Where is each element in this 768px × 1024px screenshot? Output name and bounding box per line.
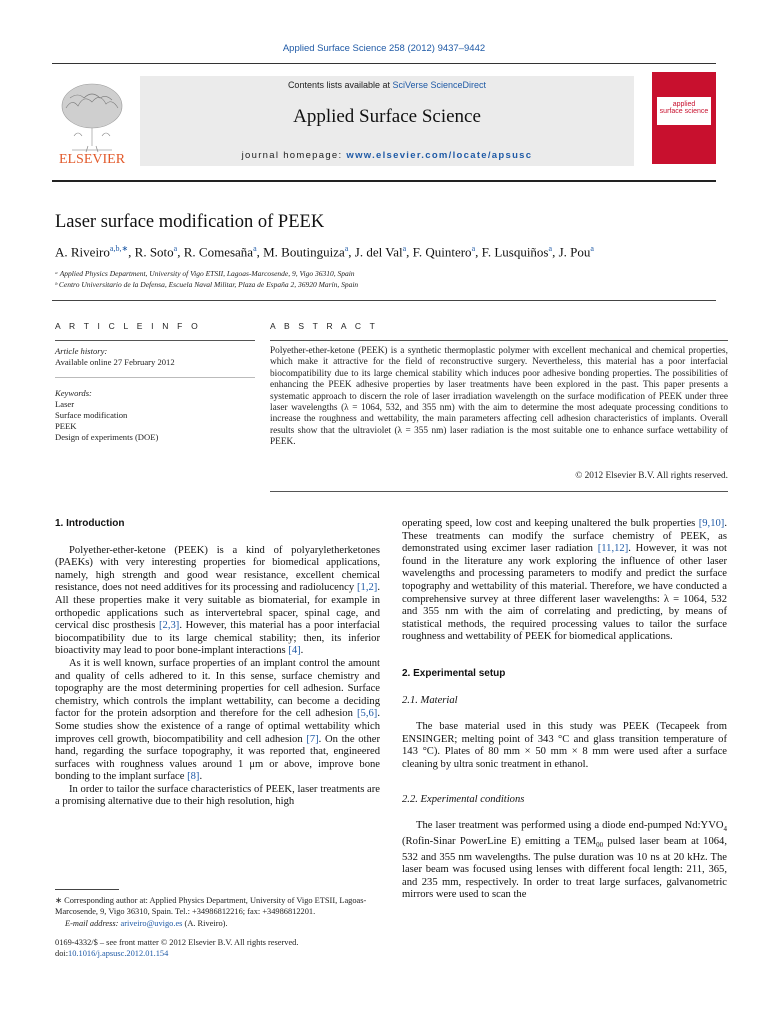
top-divider: [52, 63, 716, 64]
author-name[interactable]: R. Soto: [134, 244, 174, 260]
citation-link[interactable]: [4]: [288, 645, 301, 657]
keyword-item: Design of experiments (DOE): [55, 432, 159, 442]
article-info-heading: A R T I C L E I N F O: [55, 321, 201, 331]
citation-link[interactable]: [1,2]: [357, 582, 378, 594]
author-name[interactable]: F. Quintero: [412, 244, 472, 260]
author-name[interactable]: J. del Val: [354, 244, 403, 260]
history-label: Article history:: [55, 346, 108, 356]
abstract-divider: [270, 340, 728, 341]
abstract-heading: A B S T R A C T: [270, 321, 379, 331]
author-affiliation-marker[interactable]: a: [471, 244, 476, 253]
paragraph: The base material used in this study was PEEK (Tecapeek from ENSINGER; melting point of 343 °C and glass transition temperature of 143 °C). Plates of 80 mm × 50 mm × 8 mm were used after a surface cleaning by ultra sonic treatment in ethanol.: [402, 721, 727, 770]
author-affiliation-marker[interactable]: a,b,∗: [109, 244, 129, 253]
elsevier-wordmark: ELSEVIER: [58, 152, 126, 166]
author-affiliation-marker[interactable]: a: [173, 244, 178, 253]
journal-cover-thumbnail[interactable]: [652, 72, 716, 164]
header-divider: [52, 180, 716, 182]
paper-title: Laser surface modification of PEEK: [55, 212, 325, 232]
keyword-item: Surface modification: [55, 410, 128, 420]
author-affiliation-marker[interactable]: a: [344, 244, 349, 253]
keyword-item: PEEK: [55, 421, 77, 431]
journal-homepage: journal homepage: www.elsevier.com/locate/apsusc: [241, 150, 533, 161]
section-heading-experimental-setup: 2. Experimental setup: [402, 667, 506, 679]
abstract-text: Polyether-ether-ketone (PEEK) is a synthetic thermoplastic polymer with excellent mechanical and chemical properties, which make it attractive for the field of reconstructive surgery. Nevertheless, this material has a poor interfacial biocompatibility due to its large chemical stability which induces poor adhesive bonding properties. The possibilities of enhancing the PEEK adhesive properties by laser treatments have been explored in the past. This paper presents a systematic approach to discern the role of laser irradiation wavelength on the surface modification of PEEK under three laser wavelengths (λ = 1064, 532, and 355 nm) with the aim to determine the most adequate processing conditions to increase the roughness and wettability, the main parameters affecting cell adhesion characteristics of implants. Overall results show that the ultraviolet (λ = 355 nm) laser radiation is the most suitable one to enhance surface wettability of PEEK.: [270, 346, 728, 448]
email-link[interactable]: ariveiro@uvigo.es: [120, 918, 183, 928]
citation-link[interactable]: [7]: [306, 733, 319, 745]
section-heading-introduction: 1. Introduction: [55, 518, 125, 529]
contents-line: Contents lists available at SciVerse ScienceDirect: [287, 80, 487, 90]
history-value: Available online 27 February 2012: [55, 357, 175, 367]
author-name[interactable]: M. Boutinguiza: [263, 244, 345, 260]
article-info-divider: [55, 340, 255, 341]
author-list: A. Riveiro$^{a,b,∗}$, R. Soto$^a$, R. Comesaña$^a$, M. Boutinguiza$^a$, J. del Val$^a$, F. Quintero$^a$, F. Lusquiños$^a$, J. Pou$^a$: [55, 244, 594, 260]
paragraph: The laser treatment was performed using a diode end-pumped $Nd:YVO_4$ (Rofin-Sinar PowerLine E) emitting a $TEM_{00}$ pulsed laser beam at 1064, 532 and 355 nm wavelengths. The pulse duration was 10 ns at 20 kHz. The laser beam was focused using lenses with different focal length: 211, 365, and 235 mm, respectively. In order to treat large surfaces, galvanometric mirrors were used to scan the: [402, 820, 727, 901]
title-divider: [52, 300, 716, 301]
author-affiliation-marker[interactable]: a: [590, 244, 594, 253]
paragraph: operating speed, low cost and keeping unaltered the bulk properties [9,10]. These treatments can modify the surface chemistry of PEEK, as demonstrated using excimer laser radiation [11,12]. However, it was not found in the literature any work exploring the influence of other laser wavelengths and processing parameters to modify and predict the surface topography and wettability of this material. Therefore, we have conducted a comprehensive survey at three different laser wavelengths: λ = 1064, 532 and 355 nm with the aim of correlating and predicting, by means of statistical methods, the required processing values to tailor the surface roughness and wettability of PEEK for biomedical applications.: [402, 518, 727, 643]
elsevier-tree-icon: [52, 76, 132, 166]
article-info: [55, 346, 255, 443]
footnote-divider: [55, 889, 119, 890]
paragraph: In order to tailor the surface characteristics of PEEK, laser treatments are a promising alternative due to their high resolution, high: [55, 783, 380, 808]
citation-link[interactable]: [11,12]: [597, 543, 629, 555]
affiliation-a: ᵃ Applied Physics Department, University of Vigo ETSII, Lagoas-Marcosende, 9, Vigo 36310, Spain: [55, 269, 355, 278]
paragraph: Polyether-ether-ketone (PEEK) is a kind of polyaryletherketones (PAEKs) with very interesting properties for biomedical applications, namely, high strength and good wear resistance, excellent chemical resistance, does not need additives for its processing and radiolucency [1,2]. All these properties make it very suitable as biomaterial, for example in orthopedic applications such as intervertebral spacer, spinal cage, and cervical disc prosthesis [2,3]. However, this material has a poor interfacial biocompatibility due to its large chemical stability; then, its inferior bioactivity may lead to poor bone-implant interactions [4].: [55, 544, 380, 657]
keyword-item: Laser: [55, 399, 75, 409]
doi-link[interactable]: 10.1016/j.apsusc.2012.01.154: [68, 949, 169, 959]
front-matter: [55, 937, 380, 960]
author-name[interactable]: R. Comesaña: [183, 244, 254, 260]
author-affiliation-marker[interactable]: a: [548, 244, 553, 253]
journal-title: Applied Surface Science: [293, 106, 481, 127]
citation-link[interactable]: [5,6]: [357, 708, 378, 720]
cover-label: applied surface science: [657, 97, 711, 125]
subsection-heading-material: 2.1. Material: [402, 694, 458, 706]
copyright-notice: © 2012 Elsevier B.V. All rights reserved.: [575, 471, 728, 481]
citation-link[interactable]: [8]: [187, 771, 200, 783]
doi-line: doi:10.1016/j.apsusc.2012.01.154: [55, 949, 169, 959]
journal-banner: [140, 76, 634, 166]
keywords-label: Keywords:: [55, 388, 92, 398]
corresponding-author-note: ∗ Corresponding author at: Applied Physics Department, University of Vigo ETSII, Lagoas-Marcosende, 9, Vigo 36310, Spain. Tel.: +34986812216; fax: +34986812201.: [55, 896, 367, 917]
affiliation-b: ᵇ Centro Universitario de la Defensa, Escuela Naval Militar, Plaza de España 2, 36920 Marín, Spain: [55, 280, 359, 289]
author-affiliation-marker[interactable]: a: [253, 244, 257, 253]
elsevier-logo: [52, 76, 132, 166]
sciencedirect-link[interactable]: SciVerse ScienceDirect: [392, 80, 487, 90]
subsection-heading-experimental-conditions: 2.2. Experimental conditions: [402, 793, 525, 805]
author-name[interactable]: J. Pou: [558, 244, 591, 260]
citation-link[interactable]: [2,3]: [159, 620, 180, 632]
footnote: [55, 895, 380, 929]
homepage-link[interactable]: www.elsevier.com/locate/apsusc: [346, 150, 533, 161]
article-info-inner-divider: [55, 377, 255, 378]
paragraph: As it is well known, surface properties of an implant control the amount and quality of cells adhered to it. In this sense, surface chemistry and topography are the most determining properties for cell adhesion. Surface chemistry, which controls the implant wettability, can become a deciding factor for the protein adsorption and therefore for the cell adhesion [5,6]. Some studies show the existence of a range of optimal wettability which improves cell growth, biocompatibility and cell adhesion [7]. On the other hand, regarding the surface topography, it was reported that, engineered surfaces with roughness values around 1 μm or above, improve bone bonding to the implant surface [8].: [55, 657, 380, 783]
author-name[interactable]: F. Lusquiños: [481, 244, 549, 260]
affiliations: [55, 268, 358, 290]
abstract-bottom-divider: [270, 491, 728, 492]
author-name[interactable]: A. Riveiro: [55, 244, 110, 260]
issn-line: 0169-4332/$ – see front matter © 2012 Elsevier B.V. All rights reserved.: [55, 938, 299, 947]
left-column: [55, 518, 380, 809]
citation-link[interactable]: [9,10]: [698, 518, 725, 529]
email-line: E-mail address: ariveiro@uvigo.es (A. Riveiro).: [65, 918, 228, 928]
journal-reference-link[interactable]: Applied Surface Science 258 (2012) 9437–9442: [282, 43, 486, 54]
author-affiliation-marker[interactable]: a: [402, 244, 407, 253]
right-column: [402, 518, 727, 902]
